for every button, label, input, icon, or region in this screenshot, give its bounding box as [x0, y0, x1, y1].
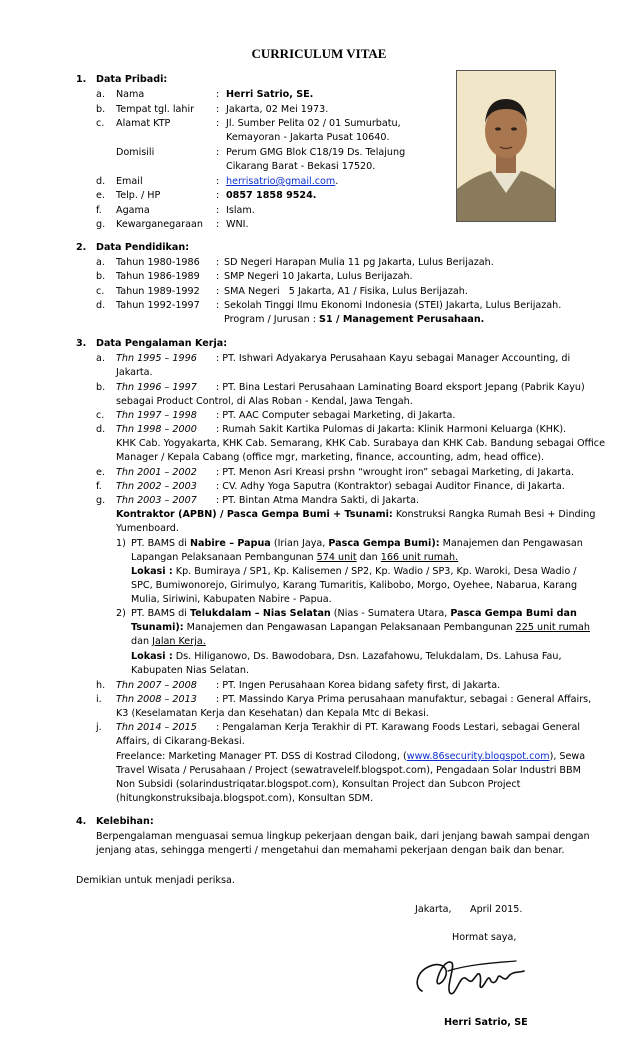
exp-letter: d. [96, 424, 106, 435]
edu-years: Tahun 1992-1997 [116, 300, 200, 311]
exp-letter: e. [96, 467, 105, 478]
exp-letter: i. [96, 694, 102, 705]
row-value: 0857 1858 9524. [226, 190, 317, 201]
sign-date: April 2015. [470, 904, 523, 915]
text: Freelance: Marketing Manager PT. DSS di Kostrad Cilodong, ( [116, 751, 407, 762]
section-number: 3. [76, 338, 87, 349]
program-value: S1 / Management Perusahaan. [319, 314, 485, 325]
text: Manajemen dan Pengawasan Lapangan Pelaksanaan Pembangunan [183, 622, 516, 633]
exp-letter: a. [96, 353, 105, 364]
edu-colon: : [216, 257, 220, 268]
row-colon: : [216, 118, 220, 129]
event-bold: Tsunami): [131, 622, 184, 633]
exp-years: Thn 2002 – 2003 [116, 481, 197, 492]
section-heading-experience: Data Pengalaman Kerja: [96, 338, 228, 349]
exp-letter: f. [96, 481, 102, 492]
exp-text: : Rumah Sakit Kartika Pulomas di Jakarta: Klinik Harmoni Keluarga (KHK). [216, 424, 567, 435]
section-heading-personal: Data Pribadi: [96, 74, 168, 85]
edu-school: SMA Negeri 5 Jakarta, A1 / Fisika, Lulus Berijazah. [224, 286, 468, 297]
row-colon: : [216, 147, 220, 158]
exp-text-cont: Jakarta. [116, 367, 153, 378]
section-number: 1. [76, 74, 87, 85]
row-label: Tempat tgl. lahir [116, 104, 195, 115]
project-nias-line2 [131, 622, 590, 633]
exp-years: Thn 2001 – 2002 [116, 467, 197, 478]
exp-letter: b. [96, 382, 106, 393]
text: dan [356, 552, 381, 563]
exp-text-cont: Affairs, di Cikarang-Bekasi. [116, 736, 245, 747]
exp-years: Thn 2008 – 2013 [116, 694, 197, 705]
row-value: WNI. [226, 219, 249, 230]
edu-letter: a. [96, 257, 105, 268]
section-number: 4. [76, 816, 87, 827]
row-label: Agama [116, 205, 150, 216]
text: Lapangan Pelaksanaan Pembangunan [131, 552, 317, 563]
row-colon: : [216, 176, 220, 187]
text: (Nias - Sumatera Utara, [330, 608, 451, 619]
text: (Irian Jaya, [270, 538, 329, 549]
unit-count: 166 unit rumah. [380, 552, 459, 563]
row-label: Email [116, 176, 143, 187]
email-line [226, 176, 338, 187]
row-letter: c. [96, 118, 105, 129]
exp-letter: c. [96, 410, 105, 421]
edu-letter: d. [96, 300, 106, 311]
exp-years: Thn 1995 – 1996 [116, 353, 197, 364]
edu-years: Tahun 1986-1989 [116, 271, 200, 282]
project-nabire-line1 [131, 538, 583, 549]
sign-place: Jakarta, [415, 904, 452, 915]
exp-text: : PT. AAC Computer sebagai Marketing, di Jakarta. [216, 410, 456, 421]
exp-years: Thn 1996 – 1997 [116, 382, 197, 393]
project-nabire-location [131, 566, 576, 577]
road-work: Jalan Kerja. [152, 636, 206, 647]
exp-text-cont: sebagai Product Control, di Alas Roban - Kendal, Jawa Tengah. [116, 396, 413, 407]
row-letter: d. [96, 176, 106, 187]
row-letter: a. [96, 89, 105, 100]
location-label: Lokasi : [131, 566, 173, 577]
project-nabire-line2 [131, 552, 458, 563]
row-colon: : [216, 104, 220, 115]
exp-text: : PT. Ishwari Adyakarya Perusahaan Kayu sebagai Manager Accounting, di [216, 353, 571, 364]
contractor-label: Kontraktor (APBN) / Pasca Gempa Bumi + Tsunami: [116, 509, 393, 520]
exp-text: : CV. Adhy Yoga Saputra (Kontraktor) sebagai Auditor Finance, di Jakarta. [216, 481, 565, 492]
row-colon: : [216, 190, 220, 201]
text: Manajemen dan Pengawasan [439, 538, 583, 549]
project-nias-line1 [131, 608, 577, 619]
contractor-desc: Konstruksi Rangka Rumah Besi + Dinding [392, 509, 596, 520]
row-letter: f. [96, 205, 102, 216]
exp-text-cont: K3 (Keselamatan Kerja dan Kesehatan) dan Kepala Mtc di Bekasi. [116, 708, 429, 719]
exp-text: : PT. Ingen Perusahaan Korea bidang safety first, di Jakarta. [216, 680, 501, 691]
row-value: Perum GMG Blok C18/19 Ds. Telajung [226, 147, 406, 158]
edu-school: SD Negeri Harapan Mulia 11 pg Jakarta, Lulus Berijazah. [224, 257, 494, 268]
edu-letter: b. [96, 271, 106, 282]
handwritten-signature [408, 953, 530, 1005]
exp-text: : Pengalaman Kerja Terakhir di PT. Karawang Foods Lestari, sebagai General [216, 722, 581, 733]
exp-years: Thn 2003 – 2007 [116, 495, 197, 506]
exp-text: : PT. Bina Lestari Perusahaan Laminating Board eksport Jepang (Pabrik Kayu) [216, 382, 585, 393]
section-number: 2. [76, 242, 87, 253]
edu-school: SMP Negeri 10 Jakarta, Lulus Berijazah. [224, 271, 413, 282]
row-value: Jl. Sumber Pelita 02 / 01 Sumurbatu, [226, 118, 401, 129]
location-label: Lokasi : [131, 651, 173, 662]
text: Ds. Hiliganowo, Ds. Bawodobara, Dsn. Lazafahowu, Telukdalam, Ds. Lahusa Fau, [172, 651, 562, 662]
email-link[interactable]: herrisatrio@gmail.com [226, 176, 336, 187]
project-nias-location-cont: Kabupaten Nias Selatan. [131, 665, 250, 676]
project-number: 2) [116, 608, 126, 619]
edu-years: Tahun 1989-1992 [116, 286, 200, 297]
closing-statement: Demikian untuk menjadi periksa. [76, 875, 235, 886]
row-value-line2: Cikarang Barat - Bekasi 17520. [226, 161, 376, 172]
project-nias-location [131, 651, 562, 662]
unit-count: 574 unit [316, 552, 357, 563]
row-label: Kewarganegaraan [116, 219, 203, 230]
row-label: Domisili [116, 147, 155, 158]
exp-text-cont: Manager / Kepala Cabang (office mgr, marketing, finance, accounting, adm, head office). [116, 452, 545, 463]
exp-years: Thn 1997 – 1998 [116, 410, 197, 421]
exp-years: Thn 1998 – 2000 [116, 424, 197, 435]
exp-letter: h. [96, 680, 106, 691]
exp-text-cont: KHK Cab. Yogyakarta, KHK Cab. Semarang, KHK Cab. Surabaya dan KHK Cab. Bandung sebagai Office [116, 438, 605, 449]
text: Kp. Bumiraya / SP1, Kp. Kalisemen / SP2, Kp. Wadio / SP3, Kp. Waroki, Desa Wadio / [172, 566, 577, 577]
unit-count: 225 unit rumah [515, 622, 590, 633]
row-value: Herri Satrio, SE. [226, 89, 314, 100]
project-nabire-location-cont: SPC, Bumiwonorejo, Girimulyo, Karang Tumaritis, Kalibobo, Morgo, Oyehee, Nabarua, Karang [131, 580, 578, 591]
text: PT. BAMS di [131, 608, 190, 619]
section-heading-education: Data Pendidikan: [96, 242, 190, 253]
section-heading-strengths: Kelebihan: [96, 816, 154, 827]
project-nias-line3 [131, 636, 206, 647]
exp-text: : PT. Menon Asri Kreasi prshn “wrought iron” sebagai Marketing, di Jakarta. [216, 467, 574, 478]
freelance-line4: (hitungkonstruksibaja.blogspot.com), Konsultan SDM. [116, 793, 374, 804]
freelance-line2: Travel Wisata / Perusahaan / Project (sewatravelelf.blogspot.com), Pengadaan Solar Industri BBM [116, 765, 581, 776]
document-title: CURRICULUM VITAE [251, 46, 387, 61]
location-bold: Nabire – Papua [189, 538, 271, 549]
row-colon: : [216, 205, 220, 216]
text: ), Sewa [549, 751, 586, 762]
exp-text: : PT. Bintan Atma Mandra Sakti, di Jakarta. [216, 495, 420, 506]
edu-colon: : [216, 286, 220, 297]
event-bold: Pasca Gempa Bumi): [328, 538, 440, 549]
strengths-line1: Berpengalaman menguasai semua lingkup pekerjaan dengan baik, dari jenjang bawah sampai dengan [96, 831, 590, 842]
row-label: Telp. / HP [116, 190, 161, 201]
text: dan [131, 636, 153, 647]
row-colon: : [216, 219, 220, 230]
edu-years: Tahun 1980-1986 [116, 257, 200, 268]
edu-program [224, 314, 484, 325]
exp-text: : PT. Massindo Karya Prima perusahaan manufaktur, sebagai : General Affairs, [216, 694, 592, 705]
sign-regards: Hormat saya, [452, 932, 517, 943]
edu-letter: c. [96, 286, 105, 297]
event-bold: Pasca Gempa Bumi dan [450, 608, 577, 619]
exp-years: Thn 2014 – 2015 [116, 722, 197, 733]
strengths-line2: jenjang atas, sehingga mengerti / mengetahui dan memahami pekerjaan dengan baik dan benar. [96, 845, 565, 856]
email-period: . [335, 176, 339, 187]
row-label: Nama [116, 89, 145, 100]
edu-colon: : [216, 300, 220, 311]
exp-text-cont: Yumenboard. [116, 523, 179, 534]
security-blog-link[interactable]: www.86security.blogspot.com [406, 751, 550, 762]
row-colon: : [216, 89, 220, 100]
edu-school: Sekolah Tinggi Ilmu Ekonomi Indonesia (STEI) Jakarta, Lulus Berijazah. [224, 300, 562, 311]
edu-colon: : [216, 271, 220, 282]
exp-letter: j. [96, 722, 102, 733]
project-number: 1) [116, 538, 126, 549]
freelance-line3: Non Subsidi (solarindustriqatar.blogspot.com), Konsultan Project dan Subcon Project [116, 779, 521, 790]
row-letter: b. [96, 104, 106, 115]
freelance-line1 [116, 751, 585, 762]
row-letter: g. [96, 219, 106, 230]
row-value-line2: Kemayoran - Jakarta Pusat 10640. [226, 132, 390, 143]
exp-letter: g. [96, 495, 106, 506]
program-label: Program / Jurusan : [224, 314, 316, 325]
row-letter: e. [96, 190, 105, 201]
exp-contractor-line [116, 509, 595, 520]
location-bold: Telukdalam – Nias Selatan [189, 608, 331, 619]
project-nabire-location-cont: Mulia, Siriwini, Kabupaten Nabire - Papua. [131, 594, 332, 605]
portrait-image [457, 71, 555, 221]
row-label: Alamat KTP [116, 118, 171, 129]
profile-photo [456, 70, 556, 222]
text: PT. BAMS di [131, 538, 190, 549]
exp-years: Thn 2007 – 2008 [116, 680, 197, 691]
row-value: Islam. [226, 205, 255, 216]
row-value: Jakarta, 02 Mei 1973. [226, 104, 329, 115]
signer-name: Herri Satrio, SE [444, 1017, 528, 1028]
